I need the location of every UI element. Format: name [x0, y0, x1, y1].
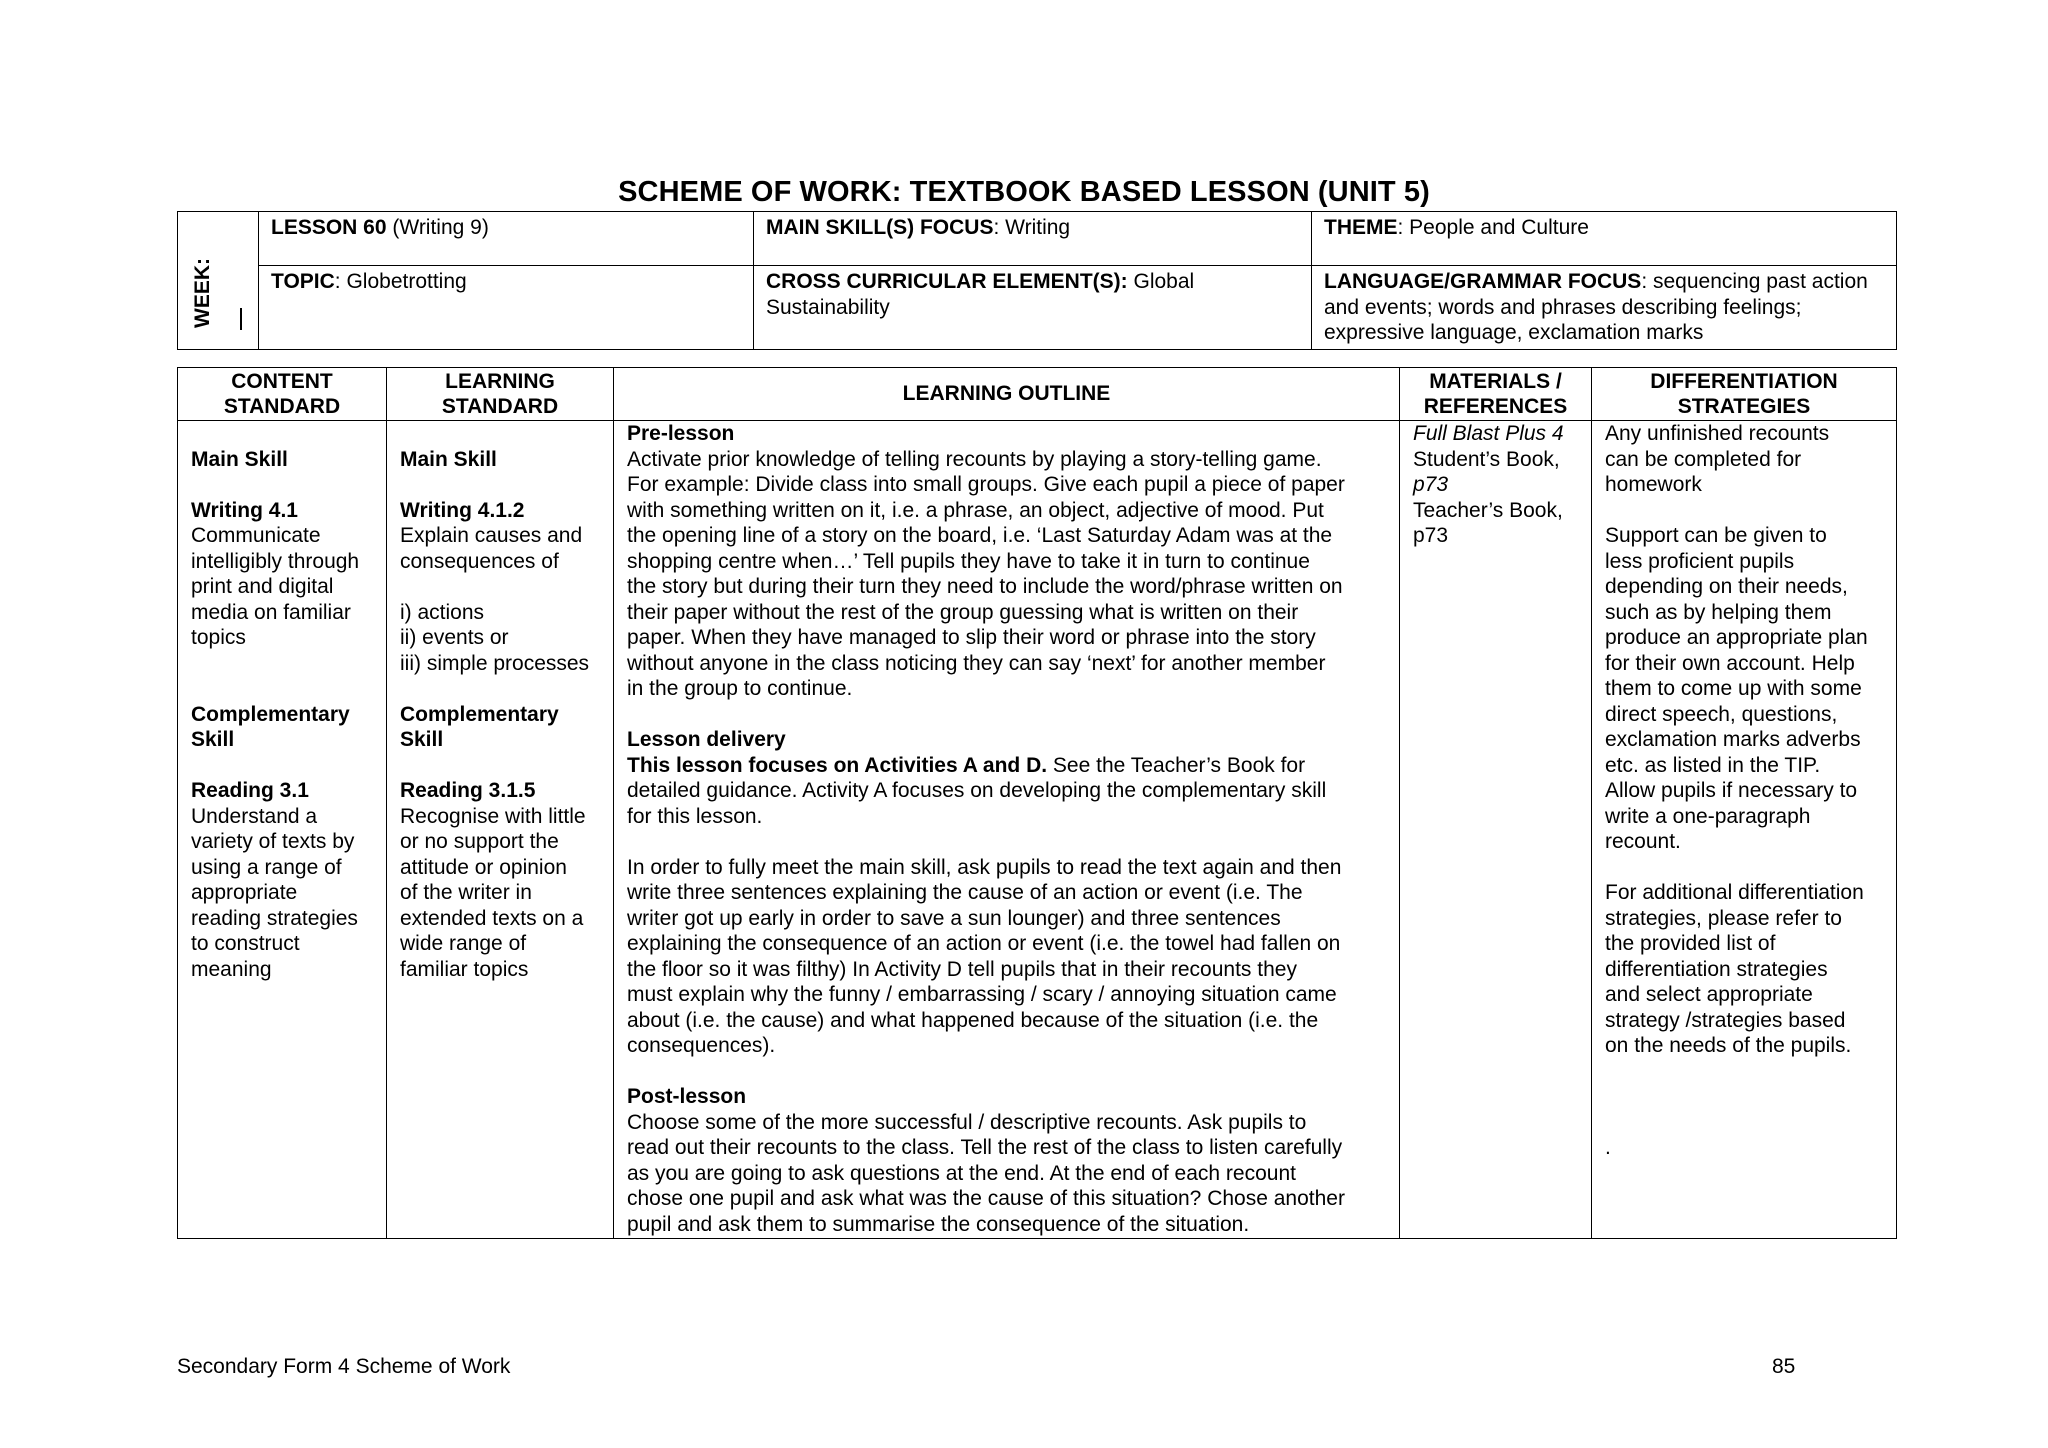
materials-cell	[1400, 421, 1592, 1239]
lesson-plan-table	[177, 367, 1897, 1239]
topic-value: : Globetrotting	[334, 270, 467, 293]
cs-comp-line: to construct	[191, 932, 300, 955]
ls-comp-line: attitude or opinion	[400, 855, 567, 879]
pre-lesson-line: the opening line of a story on the board, i.e. ‘Last Saturday Adam was at the	[627, 524, 1333, 547]
cs-comp-line: reading strategies	[191, 906, 358, 930]
diff-line: differentiation strategies	[1605, 957, 1828, 981]
pre-lesson-heading: Pre-lesson	[627, 422, 735, 445]
pre-lesson-line: with something written on it, i.e. a phrase, an object, adjective of mood. Put	[627, 498, 1324, 522]
footer-left: Secondary Form 4 Scheme of Work	[177, 1355, 511, 1378]
main-skill-line: about (i.e. the cause) and what happened because of the situation (i.e. the	[627, 1008, 1319, 1032]
pre-lesson-line: without anyone in the class noticing they can say ‘next’ for another member	[627, 651, 1326, 675]
main-skill-line: writer got up early in order to save a sun lounger) and three sentences	[627, 906, 1281, 930]
theme-cell	[1312, 212, 1897, 266]
post-lesson-line: chose one pupil and ask what was the cause of this situation? Chose another	[627, 1187, 1345, 1210]
theme-label: THEME	[1324, 216, 1398, 239]
cs-comp-heading: Complementary	[191, 702, 350, 726]
topic-label: TOPIC	[271, 270, 335, 293]
pre-lesson-line: paper. When they have managed to slip their word or phrase into the story	[627, 626, 1316, 649]
ls-list-item: iii) simple processes	[400, 651, 590, 675]
pre-lesson-line: Activate prior knowledge of telling recounts by playing a story-telling game.	[627, 447, 1322, 471]
diff-line: Any unfinished recounts	[1605, 422, 1830, 445]
grammar-focus-label: LANGUAGE/GRAMMAR FOCUS	[1324, 270, 1642, 293]
ls-list-item: ii) events or	[400, 626, 509, 649]
lesson-label: LESSON 60	[271, 216, 387, 239]
cs-main-line: topics	[191, 626, 246, 649]
ls-main-skill-heading: Main Skill	[400, 447, 497, 471]
materials-students-page: p73	[1413, 473, 1449, 496]
theme-value: : People and Culture	[1397, 216, 1589, 239]
cross-curricular-cell	[754, 266, 1312, 350]
cs-main-line: media on familiar	[191, 600, 351, 624]
diff-line: them to come up with some	[1605, 677, 1862, 700]
week-value-mark	[240, 308, 242, 330]
lesson-delivery-line: for this lesson.	[627, 804, 763, 828]
ls-comp-line: extended texts on a	[400, 906, 584, 930]
pre-lesson-line: For example: Divide class into small groups. Give each pupil a piece of paper	[627, 473, 1345, 496]
learning-standard-cell	[387, 421, 614, 1239]
diff-line: recount.	[1605, 830, 1681, 853]
main-skill-line: must explain why the funny / embarrassing / scary / annoying situation came	[627, 983, 1337, 1006]
diff-line: homework	[1605, 473, 1702, 496]
cross-curricular-label: CROSS CURRICULAR ELEMENT(S):	[766, 270, 1128, 293]
main-skill-focus-value: : Writing	[993, 216, 1071, 239]
diff-line: Support can be given to	[1605, 524, 1827, 547]
differentiation-cell	[1592, 421, 1897, 1239]
lesson-delivery-first-line	[627, 753, 1389, 779]
column-header-content-standard: CONTENT STANDARD	[178, 368, 387, 421]
diff-line: produce an appropriate plan	[1605, 626, 1868, 649]
diff-line: For additional differentiation	[1605, 881, 1864, 904]
cs-main-code: Writing 4.1	[191, 498, 298, 522]
cs-comp-line: Understand a	[191, 804, 318, 828]
diff-line: direct speech, questions,	[1605, 702, 1838, 726]
page-number: 85	[1772, 1355, 1796, 1378]
materials-students-book: Student’s Book,	[1413, 447, 1560, 471]
ls-comp-line: of the writer in	[400, 881, 532, 904]
ls-comp-line: or no support the	[400, 830, 559, 853]
week-label: WEEK:	[191, 258, 214, 328]
week-cell	[178, 212, 259, 350]
lesson-delivery-heading: Lesson delivery	[627, 728, 786, 751]
lesson-header-table	[177, 211, 1897, 350]
diff-line: can be completed for	[1605, 447, 1802, 471]
cs-comp-line: meaning	[191, 957, 272, 981]
lesson-delivery-rest: See the Teacher’s Book for	[1047, 753, 1306, 777]
diff-line: etc. as listed in the TIP.	[1605, 753, 1821, 777]
pre-lesson-line: their paper without the rest of the group guessing what is written on their	[627, 600, 1299, 624]
main-skill-line: In order to fully meet the main skill, ask pupils to read the text again and then	[627, 855, 1342, 879]
ls-main-line: Explain causes and	[400, 524, 583, 547]
ls-comp-line: familiar topics	[400, 957, 529, 981]
main-skill-focus-label: MAIN SKILL(S) FOCUS	[766, 216, 994, 239]
diff-line: the provided list of	[1605, 932, 1776, 955]
cs-main-skill-heading: Main Skill	[191, 447, 288, 471]
cs-comp-heading: Skill	[191, 728, 235, 751]
ls-main-code: Writing 4.1.2	[400, 498, 525, 522]
diff-line: exclamation marks adverbs	[1605, 728, 1861, 751]
diff-line: strategy /strategies based	[1605, 1008, 1846, 1032]
ls-comp-line: Recognise with little	[400, 804, 586, 828]
main-skill-focus-cell	[754, 212, 1312, 266]
post-lesson-line: read out their recounts to the class. Tell the rest of the class to listen carefully	[627, 1136, 1343, 1159]
materials-book-title: Full Blast Plus 4	[1413, 422, 1564, 445]
cs-main-line: intelligibly through	[191, 549, 360, 573]
lesson-delivery-line: detailed guidance. Activity A focuses on developing the complementary skill	[627, 779, 1327, 802]
ls-main-line: consequences of	[400, 549, 559, 573]
diff-line: for their own account. Help	[1605, 651, 1855, 675]
content-standard-cell	[178, 421, 387, 1239]
post-lesson-heading: Post-lesson	[627, 1085, 747, 1108]
main-skill-line: write three sentences explaining the cause of an action or event (i.e. The	[627, 881, 1303, 904]
cross-curricular-value: Global Sustainability	[766, 270, 1195, 319]
lesson-value: (Writing 9)	[386, 216, 489, 239]
diff-line: on the needs of the pupils.	[1605, 1034, 1852, 1057]
cs-comp-line: variety of texts by	[191, 830, 355, 853]
ls-comp-heading: Complementary	[400, 702, 559, 726]
diff-line: Allow pupils if necessary to	[1605, 779, 1858, 802]
diff-line: less proficient pupils	[1605, 549, 1795, 573]
diff-line: and select appropriate	[1605, 983, 1813, 1006]
cs-comp-code: Reading 3.1	[191, 779, 309, 802]
main-skill-line: explaining the consequence of an action or event (i.e. the towel had fallen on	[627, 932, 1341, 955]
main-skill-line: consequences).	[627, 1034, 776, 1057]
post-lesson-line: Choose some of the more successful / descriptive recounts. Ask pupils to	[627, 1110, 1307, 1134]
cs-main-line: print and digital	[191, 575, 334, 598]
grammar-focus-cell	[1312, 266, 1897, 350]
cs-main-line: Communicate	[191, 524, 321, 547]
diff-line: write a one-paragraph	[1605, 804, 1811, 828]
column-header-differentiation: DIFFERENTIATION STRATEGIES	[1592, 368, 1897, 421]
grammar-focus-value: : sequencing past action and events; words and phrases describing feelings; expressive language, exclamation marks	[1324, 270, 1868, 344]
post-lesson-line: pupil and ask them to summarise the consequence of the situation.	[627, 1212, 1250, 1236]
ls-comp-line: wide range of	[400, 932, 527, 955]
diff-line: depending on their needs,	[1605, 575, 1848, 598]
ls-list-item: i) actions	[400, 600, 485, 624]
lesson-delivery-focus: This lesson focuses on Activities A and D.	[627, 753, 1048, 777]
pre-lesson-line: shopping centre when…’ Tell pupils they have to take it in turn to continue	[627, 549, 1310, 573]
diff-line: strategies, please refer to	[1605, 906, 1842, 930]
column-header-learning-outline: LEARNING OUTLINE	[614, 368, 1400, 421]
pre-lesson-line: in the group to continue.	[627, 677, 853, 700]
pre-lesson-line: the story but during their turn they need to include the word/phrase written on	[627, 575, 1343, 598]
column-header-materials: MATERIALS / REFERENCES	[1400, 368, 1592, 421]
page-title: SCHEME OF WORK: TEXTBOOK BASED LESSON (UNIT 5)	[618, 176, 1430, 208]
main-skill-line: the floor so it was filthy) In Activity D tell pupils that in their recounts they	[627, 957, 1297, 981]
diff-line: such as by helping them	[1605, 600, 1832, 624]
lesson-cell	[259, 212, 754, 266]
cs-comp-line: appropriate	[191, 881, 298, 904]
materials-teachers-book: Teacher’s Book,	[1413, 498, 1563, 522]
ls-comp-code: Reading 3.1.5	[400, 779, 536, 802]
ls-comp-heading: Skill	[400, 728, 444, 751]
learning-outline-cell	[614, 421, 1400, 1239]
cs-comp-line: using a range of	[191, 855, 342, 879]
column-header-learning-standard: LEARNING STANDARD	[387, 368, 614, 421]
materials-teachers-page: p73	[1413, 524, 1449, 547]
diff-dot: .	[1605, 1136, 1611, 1159]
topic-cell	[259, 266, 754, 350]
post-lesson-line: as you are going to ask questions at the end. At the end of each recount	[627, 1161, 1296, 1185]
